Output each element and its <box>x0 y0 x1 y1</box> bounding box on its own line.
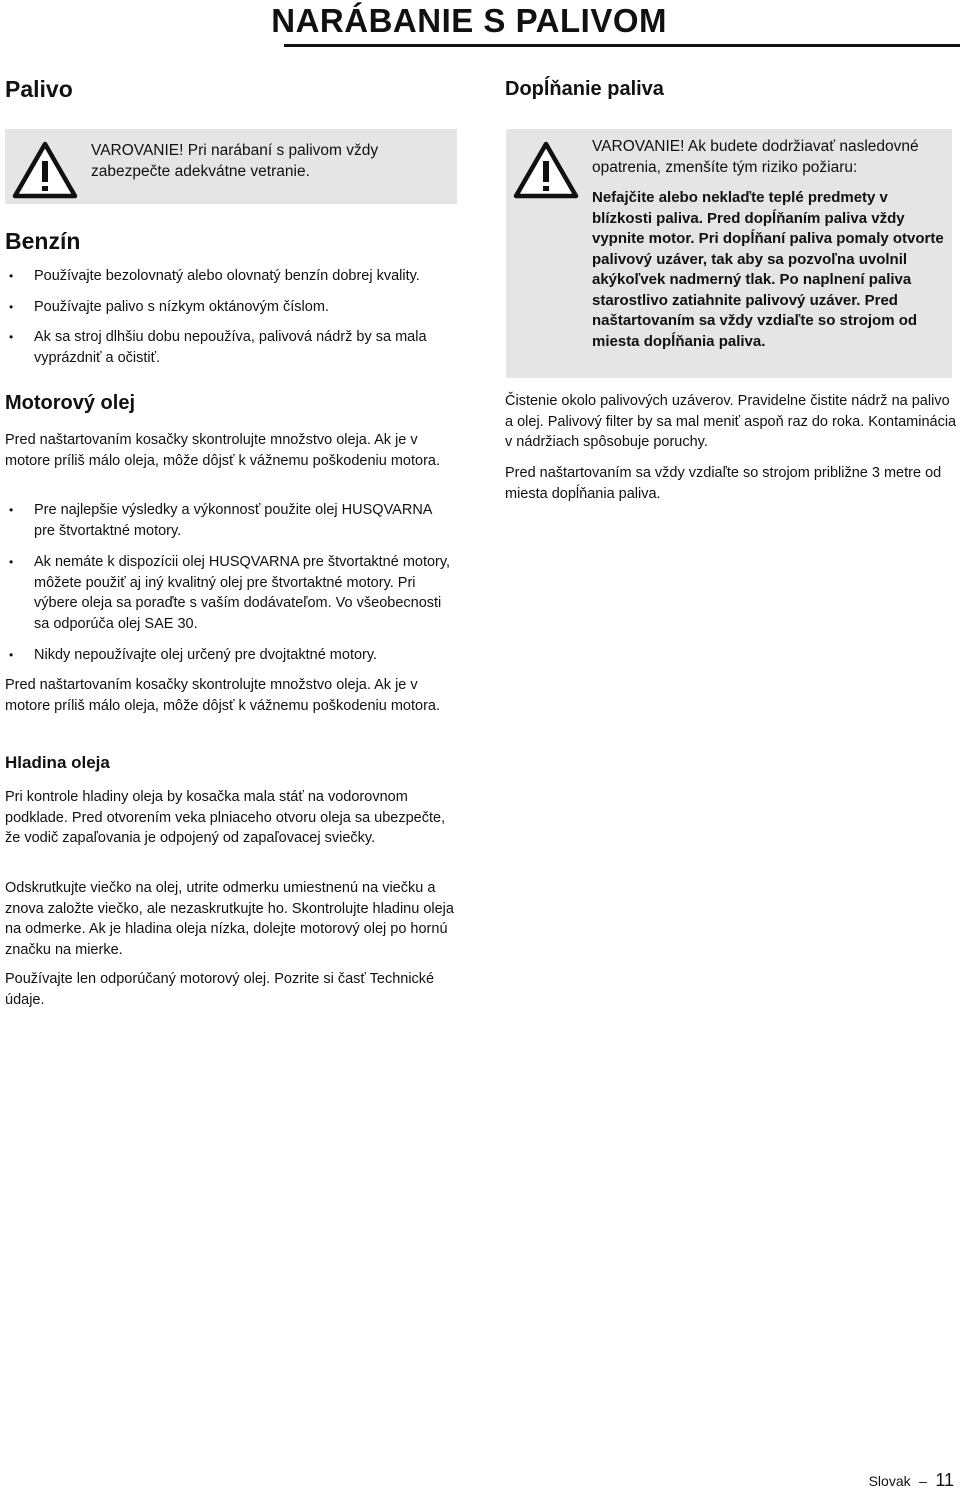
list-item: • Pre najlepšie výsledky a výkonnosť použite olej HUSQVARNA pre štvortaktné motory. <box>9 502 432 539</box>
bullet: • <box>9 648 14 662</box>
benzin-list <box>5 266 455 368</box>
motor-list <box>5 500 455 666</box>
warning-intro: VAROVANIE! Ak budete dodržiavať nasledovné opatrenia, zmenšíte tým riziko požiaru: <box>592 138 919 176</box>
footer-dash: – <box>919 1473 927 1489</box>
doplnanie-paliva-heading: Dopĺňanie paliva <box>505 78 664 100</box>
hladina-paragraph-1: Pri kontrole hladiny oleja by kosačka mala stáť na vodorovnom podklade. Pred otvorením veka plniaceho otvoru oleja sa ubezpečte, že vodič zapaľovania je odpojený od zapaľovacej sviečky. <box>5 789 446 846</box>
hladina-oleja-heading: Hladina oleja <box>5 753 110 772</box>
warning-text <box>592 137 944 352</box>
right-paragraph-1: Čistenie okolo palivových uzáverov. Pravidelne čistite nádrž na palivo a olej. Palivový filter by sa mal meniť aspoň raz do roka. Kontaminácia v nádržiach spôsobuje poruchy. <box>505 393 957 450</box>
footer-language: Slovak <box>868 1473 911 1489</box>
list-item: • Používajte palivo s nízkym oktánovým číslom. <box>5 297 455 318</box>
title-rule <box>284 44 960 47</box>
warning-box-fire <box>506 129 952 378</box>
list-item: • Nikdy nepoužívajte olej určený pre dvojtaktné motory. <box>5 645 455 666</box>
bullet: • <box>9 503 14 517</box>
list-item: • Ak sa stroj dlhšiu dobu nepoužíva, palivová nádrž by sa mala vyprázdniť a očistiť. <box>9 329 427 366</box>
hladina-paragraph-2: Odskrutkujte viečko na olej, utrite odmerku umiestnenú na viečku a znova založte viečko, ale nezaskrutkujte ho. Skontrolujte hladinu oleja na odmerke. Ak je hladina oleja nízka, dolejte motorový olej po hornú značku na mierke. <box>5 880 454 958</box>
list-item: • Ak nemáte k dispozícii olej HUSQVARNA pre štvortaktné motory, môžete použiť aj iný kvalitný olej pre štvortaktné motory. Pri výbere oleja sa poraďte s vaším dodávateľom. Vo všeobecnosti sa odporúča olej SAE 30. <box>9 554 451 632</box>
bullet: • <box>9 555 14 569</box>
page-title: NARÁBANIE S PALIVOM <box>271 2 667 39</box>
palivo-heading: Palivo <box>5 76 73 102</box>
hladina-paragraph-3: Používajte len odporúčaný motorový olej. Pozrite si časť Technické údaje. <box>5 971 435 1008</box>
right-paragraph-2: Pred naštartovaním sa vždy vzdiaľte so strojom približne 3 metre od miesta dopĺňania paliva. <box>505 465 942 502</box>
warning-text: VAROVANIE! Pri narábaní s palivom vždy zabezpečte adekvátne vetranie. <box>91 142 379 180</box>
warning-triangle-icon <box>12 141 78 199</box>
bullet: • <box>9 299 14 314</box>
warning-triangle-icon <box>513 141 579 199</box>
bullet: • <box>9 269 14 283</box>
page-footer <box>869 1470 954 1491</box>
warning-body: Nefajčite alebo neklaďte teplé predmety v blízkosti paliva. Pred dopĺňaním paliva vždy vypnite motor. Pri dopĺňaní paliva pomaly otvorte palivový uzáver, tak aby sa pozvoľna uvolnil akýkoľvek nadmerný tlak. Po naplnení paliva starostlivo zatiahnite palivový uzáver. Pred naštartovaním sa vždy vzdiaľte so strojom od miesta dopĺňania paliva. <box>592 189 944 350</box>
list-item: • Používajte bezolovnatý alebo olovnatý benzín dobrej kvality. <box>5 266 455 287</box>
motor-paragraph-2: Pred naštartovaním kosačky skontrolujte množstvo oleja. Ak je v motore príliš málo oleja, môže dôjsť k vážnemu poškodeniu motora. <box>5 677 440 714</box>
bullet: • <box>9 330 14 344</box>
page-number: 11 <box>935 1470 954 1490</box>
benzin-heading: Benzín <box>5 228 81 254</box>
motor-paragraph-1: Pred naštartovaním kosačky skontrolujte množstvo oleja. Ak je v motore príliš málo oleja, môže dôjsť k vážnemu poškodeniu motora. <box>5 432 440 469</box>
warning-box-ventilation <box>5 129 457 204</box>
motorovy-olej-heading: Motorový olej <box>5 392 136 414</box>
